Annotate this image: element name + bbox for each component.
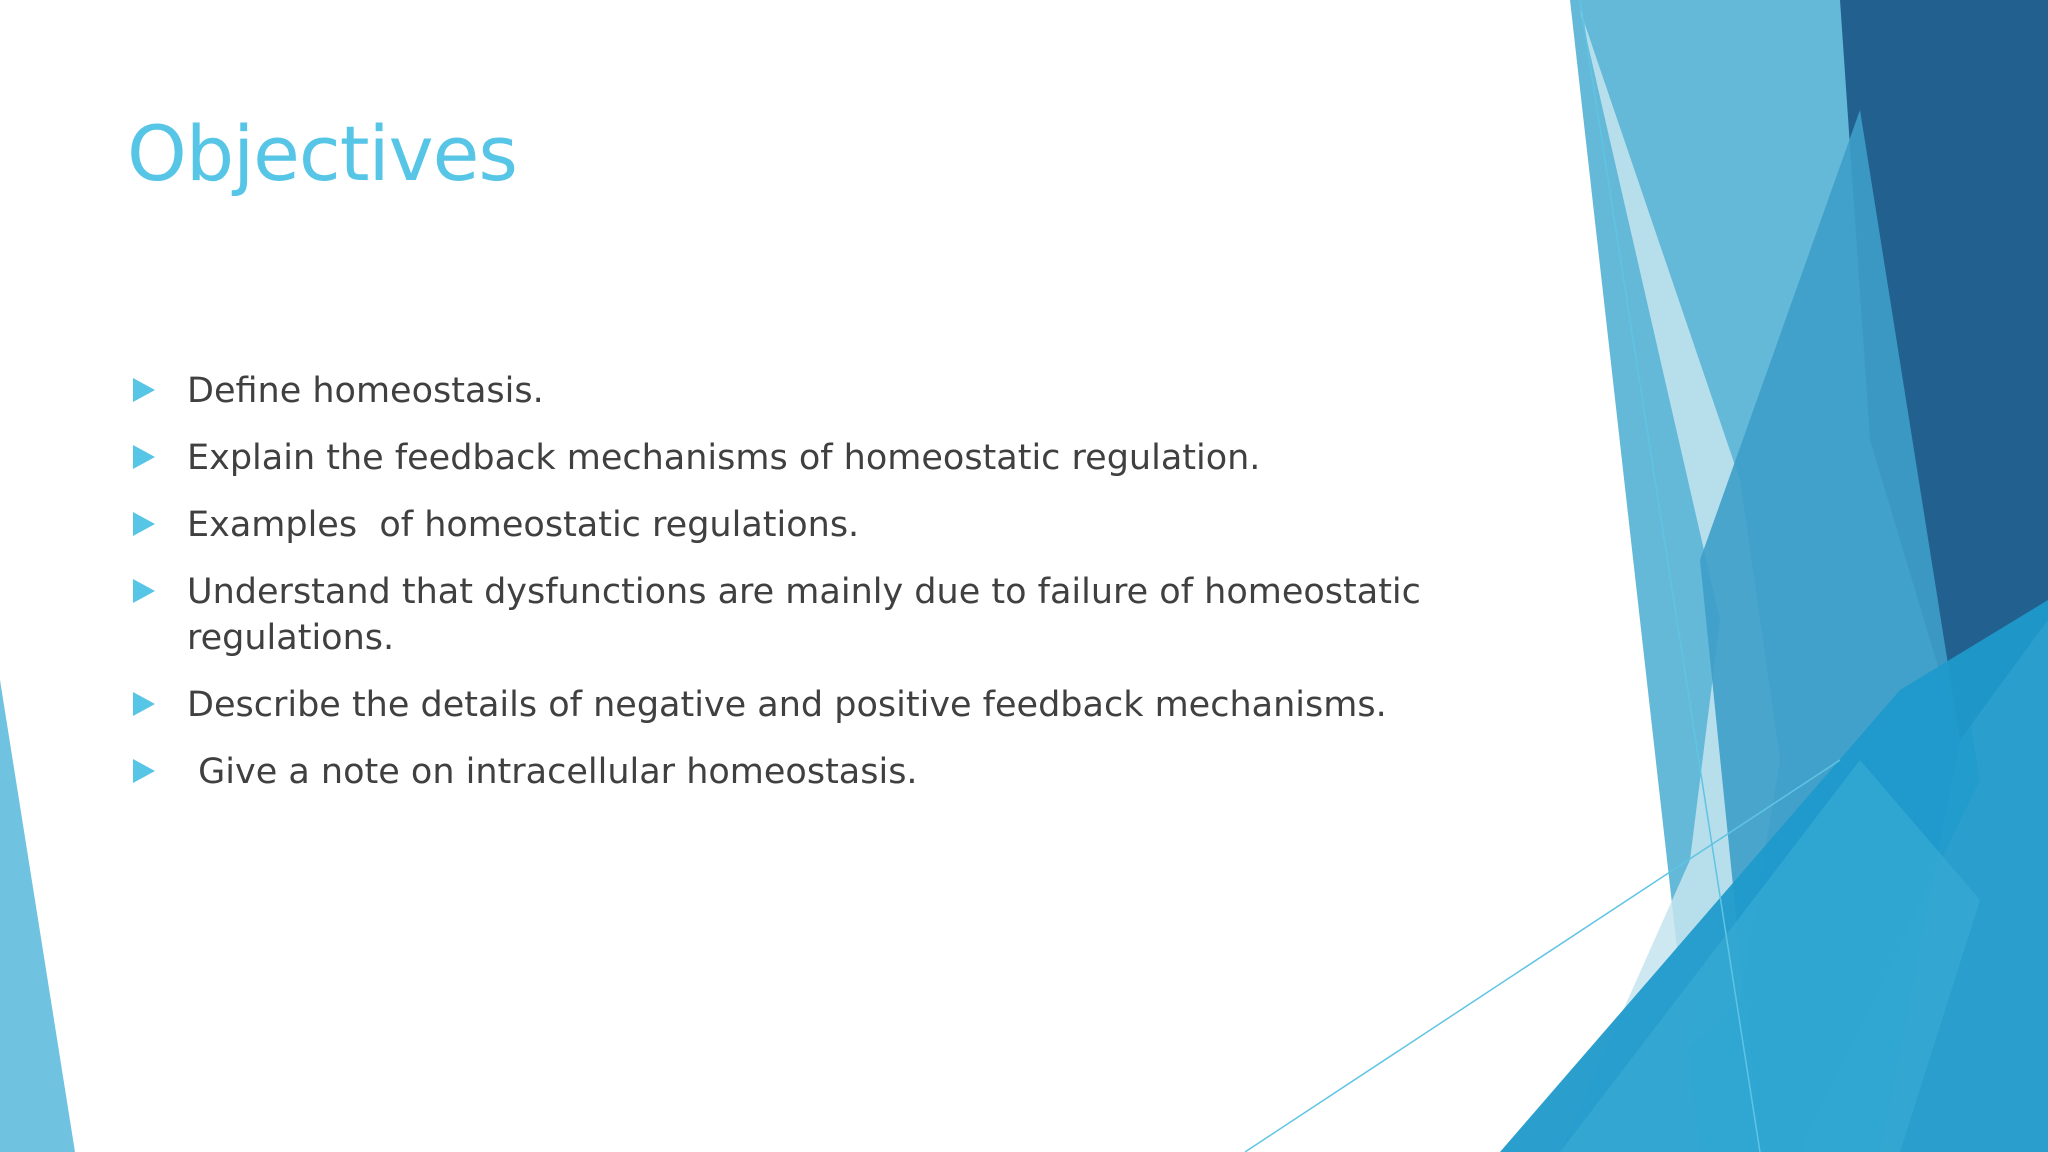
triangle-right-icon xyxy=(133,692,155,716)
list-item-text: Explain the feedback mechanisms of homeostatic regulation. xyxy=(187,438,1261,478)
triangle-right-icon xyxy=(133,512,155,536)
triangle-right-icon xyxy=(133,759,155,783)
list-item xyxy=(130,569,1433,661)
triangle-right-icon xyxy=(133,445,155,469)
list-item-text: Understand that dysfunctions are mainly due to failure of homeostatic regulations. xyxy=(187,572,1433,658)
objectives-list xyxy=(130,368,1433,816)
triangle-right-icon xyxy=(133,378,155,402)
list-item-text: Describe the details of negative and positive feedback mechanisms. xyxy=(187,685,1387,725)
list-item xyxy=(130,749,1430,795)
slide-title: Objectives xyxy=(127,109,517,198)
list-item-text: Give a note on intracellular homeostasis. xyxy=(187,752,918,792)
list-item xyxy=(130,435,1430,481)
list-item-text: Examples of homeostatic regulations. xyxy=(187,505,860,545)
list-item xyxy=(130,502,1430,548)
left-edge-shape xyxy=(0,680,75,1152)
triangle-right-icon xyxy=(133,579,155,603)
list-item xyxy=(130,682,1430,728)
list-item xyxy=(130,368,1430,414)
list-item-text: Define homeostasis. xyxy=(187,371,544,411)
